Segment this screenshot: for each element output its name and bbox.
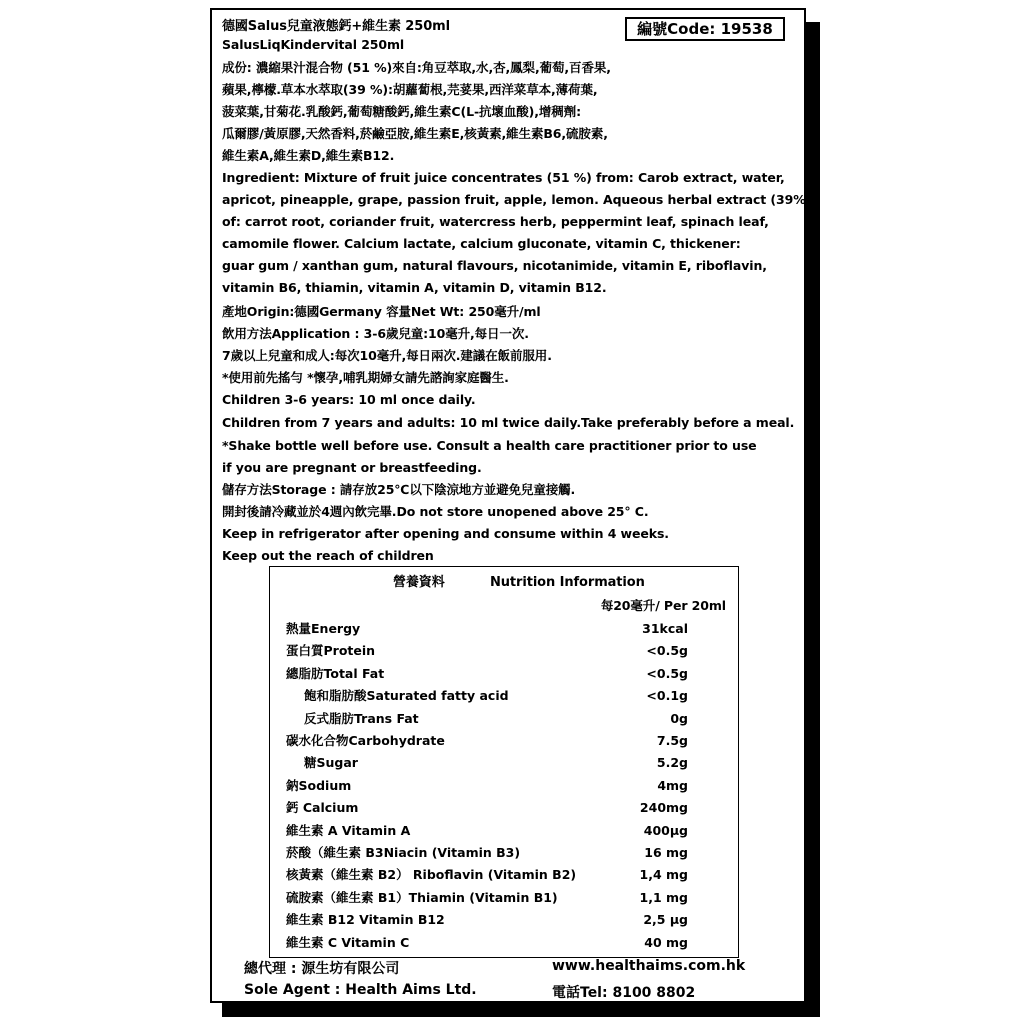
body-line: *Shake bottle well before use. Consult a health care practitioner prior to use xyxy=(222,438,757,453)
body-line: *使用前先搖勻 *懷孕,哺乳期婦女請先諮詢家庭醫生. xyxy=(222,370,509,385)
nutrient-name: 飽和脂肪酸Saturated fatty acid xyxy=(304,688,509,704)
body-line: 開封後請冷藏並於4週內飲完畢.Do not store unopened above 25° C. xyxy=(222,504,649,519)
nutrient-value: 40 mg xyxy=(644,934,688,950)
nutrient-value: 2,5 μg xyxy=(643,912,688,928)
nutrient-value: <0.1g xyxy=(646,688,688,704)
body-line: 產地Origin:德國Germany 容量Net Wt: 250毫升/ml xyxy=(222,304,541,319)
nutrient-name: 維生素 B12 Vitamin B12 xyxy=(286,912,445,928)
nutrient-value: 240mg xyxy=(639,800,688,816)
nutrient-value: 7.5g xyxy=(656,733,688,748)
nutrition-table xyxy=(269,566,739,958)
nutrient-name: 蛋白質Protein xyxy=(286,643,376,659)
nutrient-value: 16 mg xyxy=(644,845,688,860)
product-label xyxy=(210,8,812,1003)
nutrient-name: 維生素 C Vitamin C xyxy=(286,934,410,950)
nutrition-row xyxy=(270,890,738,912)
body-line: Children 3-6 years: 10 ml once daily. xyxy=(222,392,476,407)
nutrient-value: 5.2g xyxy=(656,755,688,771)
sole-agent-zh: 總代理 : 源生坊有限公司 xyxy=(244,961,400,977)
nutrition-row xyxy=(270,778,738,800)
nutrition-row xyxy=(270,666,738,688)
nutrition-row xyxy=(270,711,738,733)
product-subtitle: SalusLiqKindervital 250ml xyxy=(222,37,405,52)
nutrient-value: <0.5g xyxy=(646,643,688,659)
nutrient-name: 總脂肪Total Fat xyxy=(286,665,385,681)
body-line: apricot, pineapple, grape, passion fruit, apple, lemon. Aqueous herbal extract (39%) xyxy=(222,192,812,207)
nutrient-name: 鈉Sodium xyxy=(286,777,352,793)
nutrient-value: 4mg xyxy=(657,777,688,793)
sole-agent-en: Sole Agent : Health Aims Ltd. xyxy=(244,982,477,998)
body-line: of: carrot root, coriander fruit, watercress herb, peppermint leaf, spinach leaf, xyxy=(222,214,769,229)
nutrient-name: 核黃素（維生素 B2） Riboflavin (Vitamin B2) xyxy=(286,867,577,883)
nutrient-value: 1,4 mg xyxy=(639,867,688,883)
nutrient-name: 硫胺素（維生素 B1）Thiamin (Vitamin B1) xyxy=(286,889,558,905)
nutrition-row xyxy=(270,621,738,643)
body-line: Children from 7 years and adults: 10 ml twice daily.Take preferably before a meal. xyxy=(222,415,795,430)
body-line: 成份: 濃縮果汁混合物 (51 %)來自:角豆萃取,水,杏,鳳梨,葡萄,百香果, xyxy=(222,60,611,75)
nutrition-row xyxy=(270,688,738,710)
body-line: Ingredient: Mixture of fruit juice concentrates (51 %) from: Carob extract, water, xyxy=(222,170,785,185)
nutrition-row xyxy=(270,935,738,957)
nutrient-value: 1,1 mg xyxy=(639,889,688,905)
body-line: guar gum / xanthan gum, natural flavours, nicotanimide, vitamin E, riboflavin, xyxy=(222,258,767,273)
body-line: 儲存方法Storage : 請存放25℃以下陰涼地方並避免兒童接觸. xyxy=(222,482,576,497)
body-line: 蘋果,檸檬.草本水萃取(39 %):胡蘿蔔根,芫荽果,西洋菜草本,薄荷葉, xyxy=(222,82,598,97)
body-line: vitamin B6, thiamin, vitamin A, vitamin D, vitamin B12. xyxy=(222,280,607,295)
nutrition-row xyxy=(270,912,738,934)
body-line: if you are pregnant or breastfeeding. xyxy=(222,460,482,475)
nutrient-value: 31kcal xyxy=(642,621,688,636)
nutrient-name: 碳水化合物Carbohydrate xyxy=(286,733,445,748)
nutrient-value: 400μg xyxy=(643,822,688,838)
body-line: Keep in refrigerator after opening and consume within 4 weeks. xyxy=(222,526,669,541)
body-line: 飲用方法Application : 3-6歲兒童:10毫升,每日一次. xyxy=(222,326,529,341)
nutrient-name: 糖Sugar xyxy=(304,755,358,771)
nutrition-row xyxy=(270,845,738,867)
nutrition-row xyxy=(270,643,738,665)
body-line: 維生素A,維生素D,維生素B12. xyxy=(222,148,395,163)
website-link[interactable]: www.healthaims.com.hk xyxy=(552,958,746,974)
nutrition-row xyxy=(270,733,738,755)
body-line: 菠菜葉,甘菊花.乳酸鈣,葡萄糖酸鈣,維生素C(L-抗壞血酸),增稠劑: xyxy=(222,104,581,119)
body-line: 7歲以上兒童和成人:每次10毫升,每日兩次.建議在飯前服用. xyxy=(222,348,552,363)
nutrition-per-serving: 每20毫升/ Per 20ml xyxy=(600,598,726,613)
nutrient-name: 反式脂肪Trans Fat xyxy=(304,710,419,726)
nutrient-name: 菸酸（維生素 B3Niacin (Vitamin B3) xyxy=(286,845,521,860)
nutrient-name: 鈣 Calcium xyxy=(286,800,359,816)
body-line: 瓜爾膠/黃原膠,天然香料,菸鹼亞胺,維生素E,核黃素,維生素B6,硫胺素, xyxy=(222,126,608,141)
product-code-box: 編號Code: 19538 xyxy=(625,17,785,41)
nutrition-title-en: Nutrition Information xyxy=(490,575,645,590)
nutrition-row xyxy=(270,755,738,777)
nutrition-title-zh: 營養資料 xyxy=(393,575,445,590)
nutrient-value: 0g xyxy=(670,710,688,726)
nutrition-row xyxy=(270,800,738,822)
nutrient-name: 熱量Energy xyxy=(286,621,361,636)
product-title: 德國Salus兒童液態鈣+維生素 250ml xyxy=(222,19,450,34)
body-line: Keep out the reach of children xyxy=(222,548,434,563)
body-line: camomile flower. Calcium lactate, calcium gluconate, vitamin C, thickener: xyxy=(222,236,741,251)
nutrition-row xyxy=(270,823,738,845)
nutrition-row xyxy=(270,867,738,889)
nutrient-name: 維生素 A Vitamin A xyxy=(286,822,411,838)
nutrient-value: <0.5g xyxy=(646,665,688,681)
telephone: 電話Tel: 8100 8802 xyxy=(552,985,696,1001)
